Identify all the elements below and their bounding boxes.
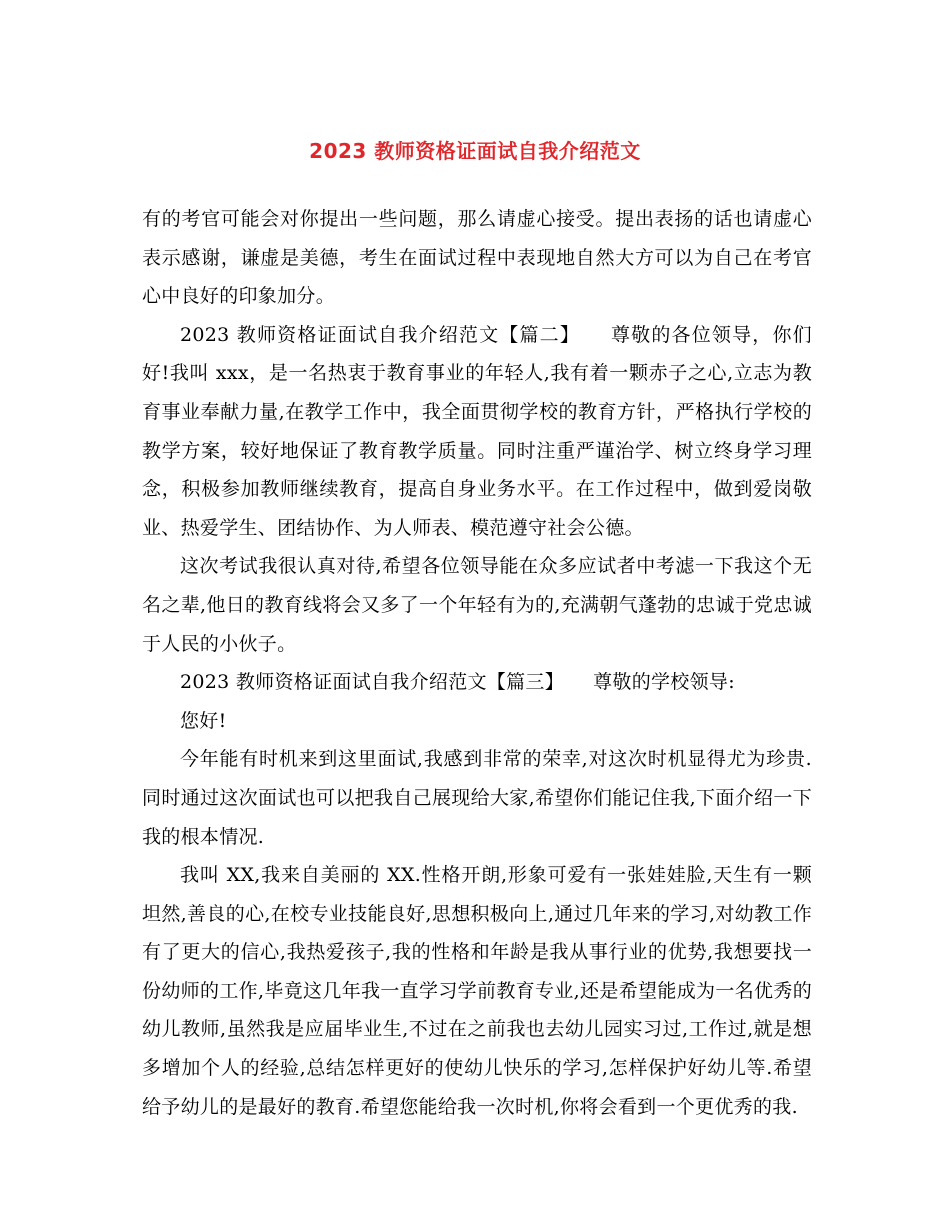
paragraph-4: 2023 教师资格证面试自我介绍范文【篇三】 尊敬的学校领导: [180,671,735,694]
document-body [142,200,812,1126]
paragraph-3: 这次考试我很认真对待,希望各位领导能在众多应试者中考滤一下我这个无名之辈,他日的教育线将会又多了一个年轻有为的,充满朝气蓬勃的忠诚于党忠诚于人民的小伙子。 [142,555,812,655]
paragraph-2: 2023 教师资格证面试自我介绍范文【篇二】 尊敬的各位领导，你们好!我叫 xxx，是一名热衷于教育事业的年轻人,我有着一颗赤子之心,立志为教育事业奉献力量,在教学工作中，我全面贯彻学校的教育方针，严格执行学校的教学方案，较好地保证了教育教学质量。同时注重严谨治学、树立终身学习理念，积极参加教师继续教育，提高自身业务水平。在工作过程中，做到爱岗敬业、热爱学生、团结协作、为人师表、模范遵守社会公德。 [142,323,812,539]
paragraph-6: 今年能有时机来到这里面试,我感到非常的荣幸,对这次时机显得尤为珍贵.同时通过这次面试也可以把我自己展现给大家,希望你们能记住我,下面介绍一下我的根本情况. [142,748,812,848]
document-title: 2023 教师资格证面试自我介绍范文 [309,139,641,163]
paragraph-5: 您好! [180,709,227,732]
paragraph-7: 我叫 XX,我来自美丽的 XX.性格开朗,形象可爱有一张娃娃脸,天生有一颗坦然,善良的心,在校专业技能良好,思想积极向上,通过几年来的学习,对幼教工作有了更大的信心,我热爱孩子,我的性格和年龄是我从事行业的优势,我想要找一份幼师的工作,毕竟这几年我一直学习学前教育专业,还是希望能成为一名优秀的幼儿教师,虽然我是应届毕业生,不过在之前我也去幼儿园实习过,工作过,就是想多增加个人的经验,总结怎样更好的使幼儿快乐的学习,怎样保护好幼儿等.希望给予幼儿的是最好的教育.希望您能给我一次时机,你将会看到一个更优秀的我. [142,864,812,1118]
paragraph-1: 有的考官可能会对你提出一些问题，那么请虚心接受。提出表扬的话也请虚心表示感谢，谦虚是美德，考生在面试过程中表现地自然大方可以为自己在考官心中良好的印象加分。 [142,208,812,308]
